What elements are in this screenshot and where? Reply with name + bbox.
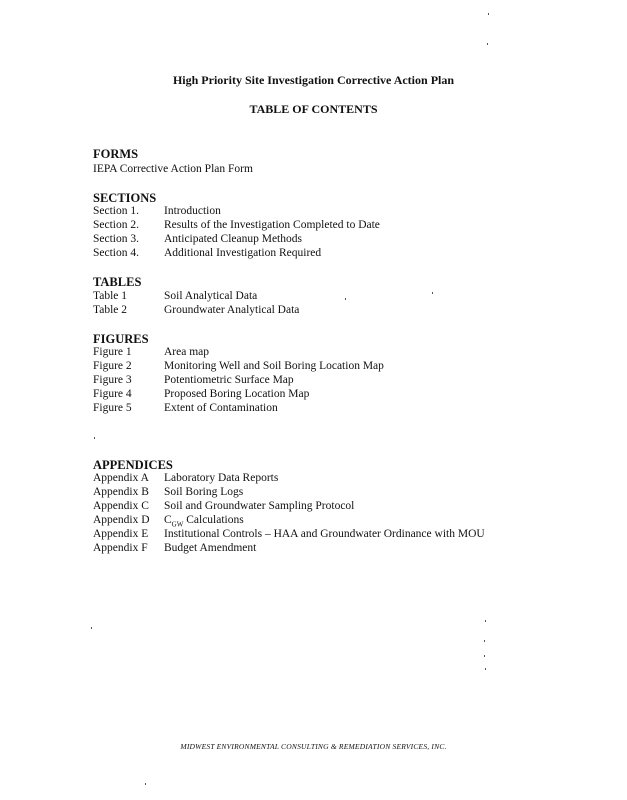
toc-row-label: Figure 1 [93, 346, 132, 358]
scan-speck [485, 620, 486, 622]
scan-speck [91, 627, 92, 629]
toc-row-title: Proposed Boring Location Map [164, 388, 310, 400]
document-title: High Priority Site Investigation Corrective Action Plan [172, 73, 455, 87]
toc-row-label: Table 1 [93, 290, 128, 302]
toc-row-label: Appendix E [93, 528, 149, 540]
scan-speck [94, 437, 95, 439]
toc-row-label: Appendix F [93, 542, 148, 554]
cgw-subscript: GW [171, 520, 184, 529]
toc-row-label: Figure 3 [93, 374, 132, 386]
toc-row-label: Figure 4 [93, 388, 132, 400]
forms-item: IEPA Corrective Action Plan Form [93, 163, 253, 175]
toc-row-title: Groundwater Analytical Data [164, 304, 300, 316]
toc-row-title: Soil and Groundwater Sampling Protocol [164, 500, 355, 512]
cgw-symbol: C [164, 514, 172, 526]
toc-row-label: Appendix A [93, 472, 149, 484]
toc-row-title: Laboratory Data Reports [164, 472, 279, 484]
toc-row-title: Monitoring Well and Soil Boring Location Map [164, 360, 384, 372]
toc-row-title: Soil Analytical Data [164, 290, 258, 302]
scan-speck [484, 655, 485, 657]
forms-heading: FORMS [93, 147, 139, 161]
toc-row-label: Section 3. [93, 233, 139, 245]
scan-speck [145, 783, 146, 785]
tables-heading: TABLES [93, 275, 142, 289]
toc-row-label: Figure 5 [93, 402, 132, 414]
toc-row-label: Section 1. [93, 205, 139, 217]
figures-heading: FIGURES [93, 332, 149, 346]
scan-speck [345, 298, 346, 300]
scan-speck [487, 43, 488, 45]
toc-row-title: Additional Investigation Required [164, 247, 322, 259]
scan-speck [484, 640, 485, 642]
toc-row-label: Appendix D [93, 514, 150, 526]
scan-speck [488, 13, 489, 15]
toc-row-label: Section 2. [93, 219, 139, 231]
toc-row-title: Soil Boring Logs [164, 486, 244, 498]
toc-row-title: Budget Amendment [164, 542, 257, 554]
toc-row-label: Section 4. [93, 247, 139, 259]
toc-row-title: Institutional Controls – HAA and Groundwater Ordinance with MOU [164, 528, 485, 540]
toc-row-title: Results of the Investigation Completed to Date [164, 219, 380, 231]
cgw-rest: Calculations [183, 514, 244, 526]
appendices-heading: APPENDICES [93, 458, 173, 472]
toc-row-title: Area map [164, 346, 210, 358]
scan-speck [485, 668, 486, 670]
toc-row-title: Extent of Contamination [164, 402, 278, 414]
toc-heading: TABLE OF CONTENTS [249, 102, 378, 116]
toc-row-label: Appendix C [93, 500, 149, 512]
footer-company: MIDWEST ENVIRONMENTAL CONSULTING & REMEDIATION SERVICES, INC. [180, 742, 447, 751]
toc-row-title [164, 514, 244, 528]
sections-heading: SECTIONS [93, 191, 157, 205]
toc-row-title: Anticipated Cleanup Methods [164, 233, 302, 245]
scan-speck [432, 292, 433, 294]
toc-row-label: Figure 2 [93, 360, 132, 372]
toc-row-label: Table 2 [93, 304, 128, 316]
toc-row-title: Potentiometric Surface Map [164, 374, 294, 386]
toc-row-title: Introduction [164, 205, 221, 217]
toc-row-label: Appendix B [93, 486, 149, 498]
